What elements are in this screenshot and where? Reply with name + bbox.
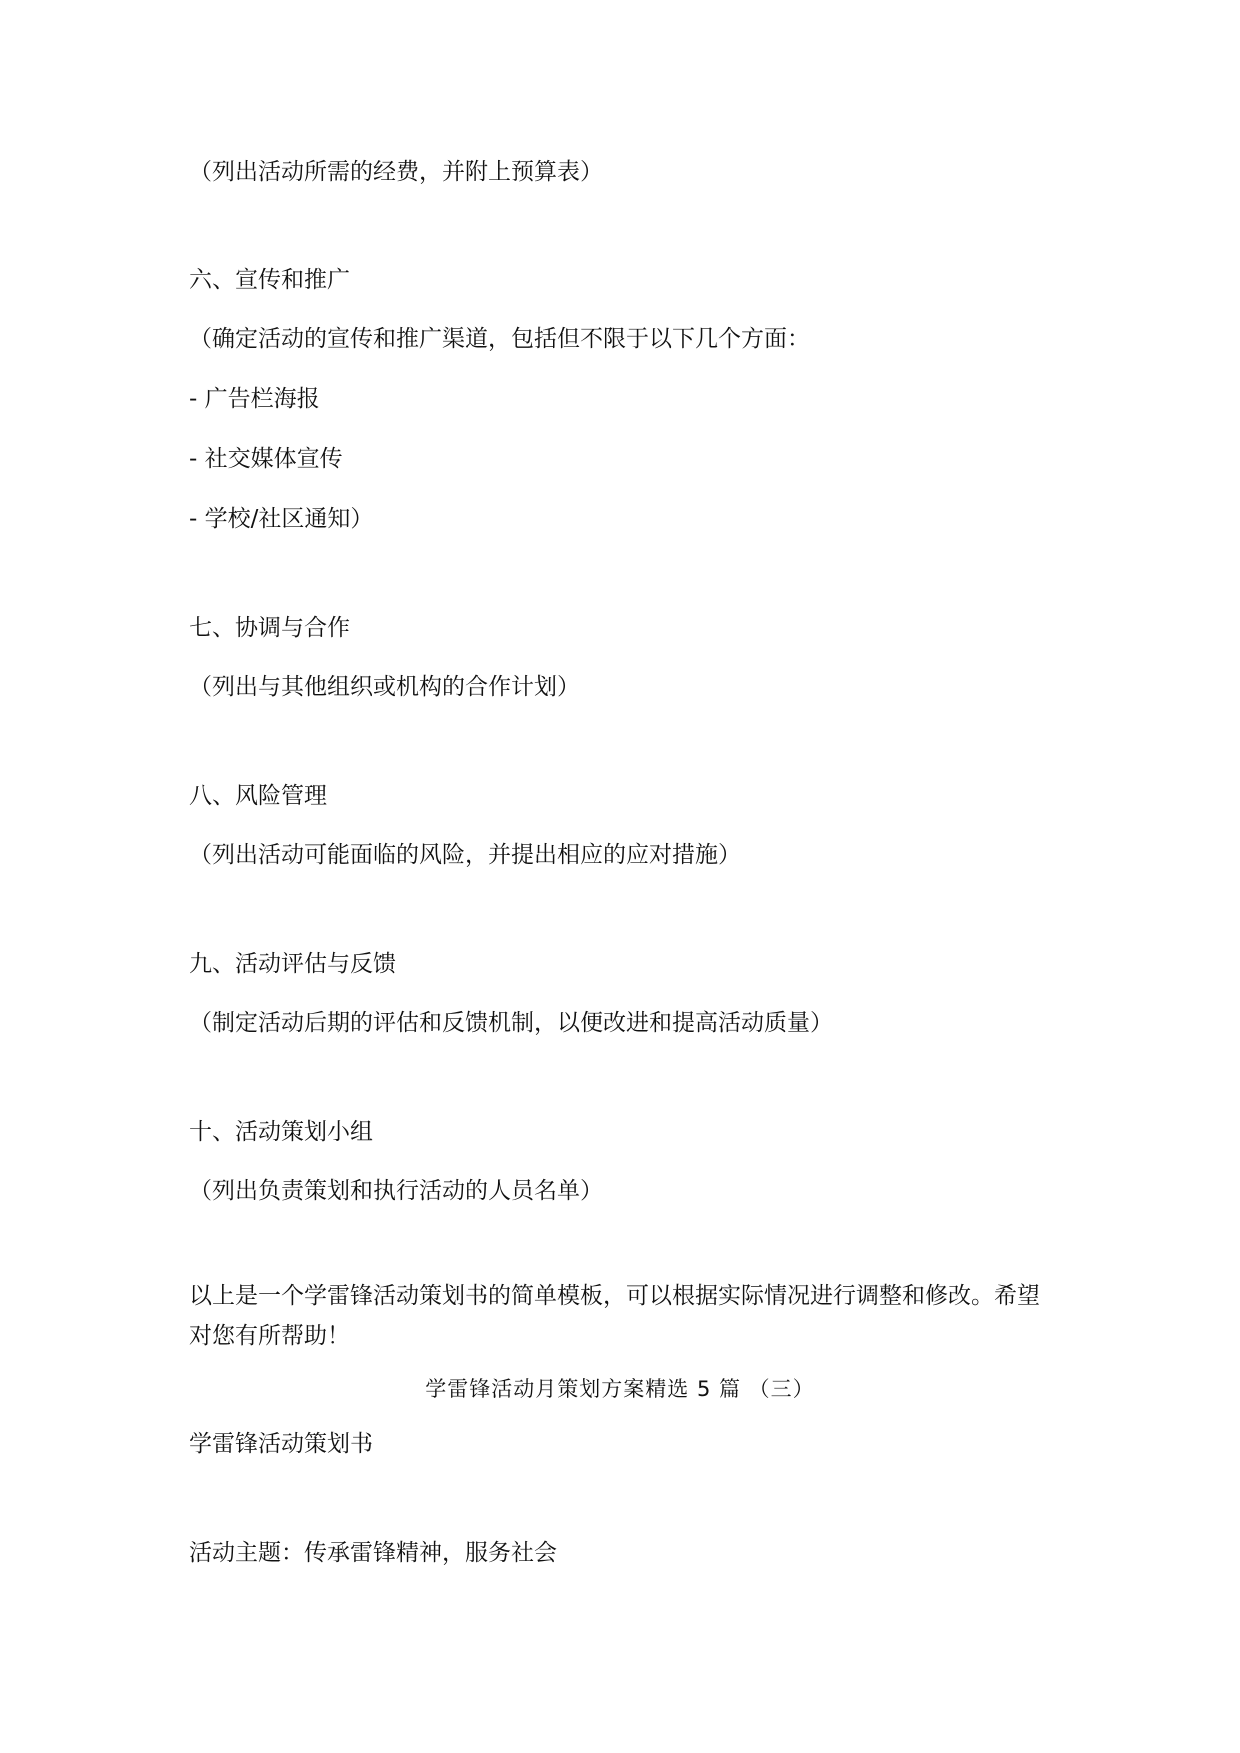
section-text-line: （列出活动可能面临的风险，并提出相应的应对措施） <box>189 842 741 868</box>
section-heading-evaluation: 九、活动评估与反馈 <box>189 951 396 977</box>
subtitle: 学雷锋活动策划书 <box>189 1431 373 1457</box>
section-heading-publicity: 六、宣传和推广 <box>189 267 350 293</box>
article-title: 学雷锋活动月策划方案精选 5 篇 （三） <box>425 1377 815 1401</box>
closing-paragraph: 以上是一个学雷锋活动策划书的简单模板，可以根据实际情况进行调整和修改。希望对您有所帮助！ <box>189 1283 1040 1349</box>
list-item: - 学校/社区通知） <box>189 506 374 532</box>
theme-line: 活动主题：传承雷锋精神，服务社会 <box>189 1540 557 1566</box>
section-text-line: （确定活动的宣传和推广渠道，包括但不限于以下几个方面： <box>189 326 810 352</box>
section-heading-team: 十、活动策划小组 <box>189 1119 373 1145</box>
section-text-line: （列出与其他组织或机构的合作计划） <box>189 674 580 700</box>
section-heading-risk: 八、风险管理 <box>189 783 327 809</box>
list-item: - 社交媒体宣传 <box>189 446 343 472</box>
section-heading-cooperation: 七、协调与合作 <box>189 615 350 641</box>
list-item: - 广告栏海报 <box>189 386 320 412</box>
section-text-line: （制定活动后期的评估和反馈机制，以便改进和提高活动质量） <box>189 1010 833 1036</box>
budget-note: （列出活动所需的经费，并附上预算表） <box>189 159 603 185</box>
section-text-line: （列出负责策划和执行活动的人员名单） <box>189 1178 603 1204</box>
